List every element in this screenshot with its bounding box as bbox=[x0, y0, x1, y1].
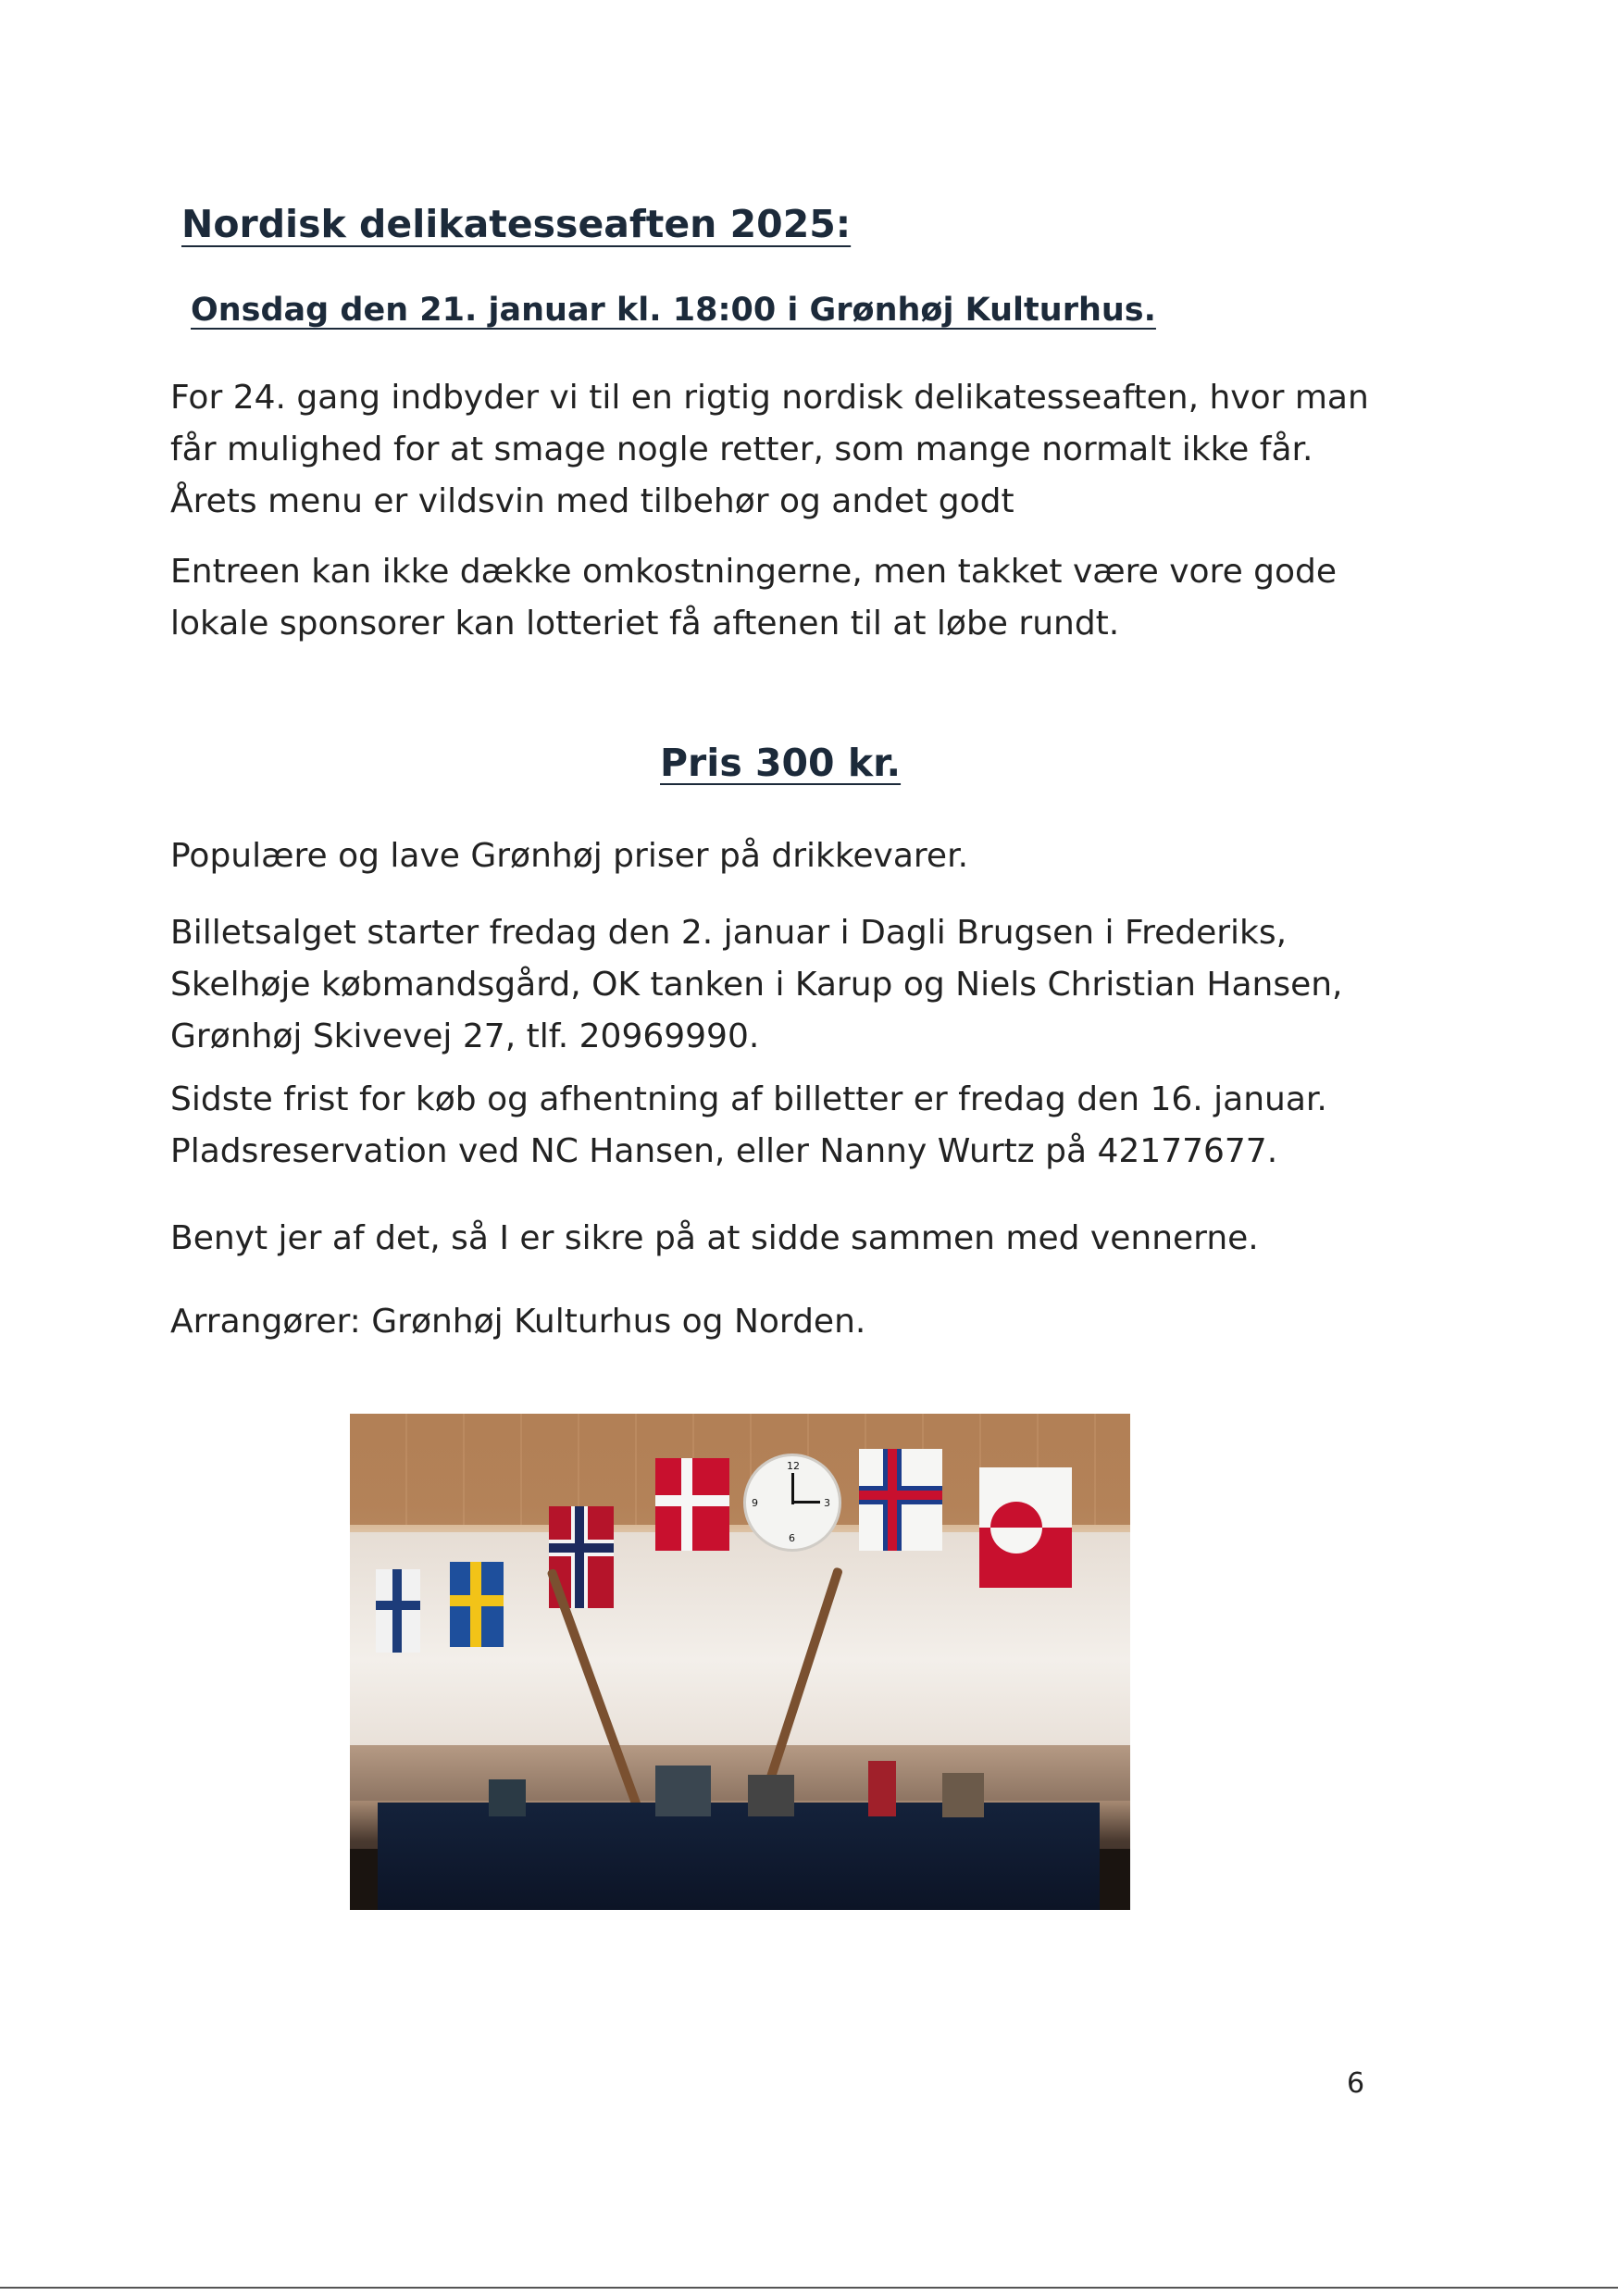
danish-flag-icon bbox=[655, 1458, 729, 1551]
photo-wainscot bbox=[350, 1745, 1130, 1801]
prize-item bbox=[748, 1775, 794, 1816]
greenlandic-flag-icon bbox=[979, 1467, 1072, 1588]
wall-clock-icon bbox=[743, 1454, 841, 1552]
prize-item bbox=[942, 1773, 984, 1817]
clock-number: 9 bbox=[752, 1497, 758, 1509]
sponsor-paragraph: Entreen kan ikke dække omkostningerne, men takket være vore gode lokale sponsorer kan lotteriet få aftenen til at løbe rundt. bbox=[170, 553, 1338, 643]
finnish-flag-icon bbox=[376, 1569, 420, 1653]
event-photo bbox=[350, 1414, 1130, 1910]
deadline-paragraph: Sidste frist for køb og afhentning af billetter er fredag den 16. januar. Pladsreservation ved NC Hansen, eller Nanny Wurtz på 42177677. bbox=[170, 1080, 1327, 1170]
clock-number: 6 bbox=[789, 1532, 795, 1544]
prize-item bbox=[489, 1779, 526, 1816]
event-date-heading: Onsdag den 21. januar kl. 18:00 i Grønhøj Kulturhus. bbox=[191, 292, 1156, 329]
prize-item bbox=[868, 1761, 896, 1816]
organizers-paragraph: Arrangører: Grønhøj Kulturhus og Norden. bbox=[170, 1303, 866, 1341]
ticket-sale-paragraph: Billetsalget starter fredag den 2. januar i Dagli Brugsen i Frederiks, Skelhøje købmandsgård, OK tanken i Karup og Niels Christian Hansen, Grønhøj Skivevej 27, tlf. 20969990. bbox=[170, 914, 1343, 1055]
swedish-flag-icon bbox=[450, 1562, 504, 1647]
prize-table bbox=[378, 1803, 1100, 1910]
intro-paragraph: For 24. gang indbyder vi til en rigtig nordisk delikatesseaften, hvor man får mulighed for at smage nogle retter, som mange normalt ikke får. Årets menu er vildsvin med tilbehør og andet godt bbox=[170, 379, 1369, 520]
reminder-paragraph: Benyt jer af det, så I er sikre på at sidde sammen med vennerne. bbox=[170, 1219, 1259, 1257]
clock-number: 3 bbox=[824, 1497, 830, 1509]
page-title: Nordisk delikatesseaften 2025: bbox=[181, 202, 852, 246]
page-number: 6 bbox=[1347, 2067, 1365, 2100]
drinks-paragraph: Populære og lave Grønhøj priser på drikkevarer. bbox=[170, 837, 969, 875]
bottom-rule bbox=[0, 2287, 1618, 2289]
clock-number: 12 bbox=[787, 1460, 800, 1472]
faroese-flag-icon bbox=[859, 1449, 942, 1551]
prize-item bbox=[655, 1766, 711, 1816]
price-heading: Pris 300 kr. bbox=[660, 741, 902, 785]
